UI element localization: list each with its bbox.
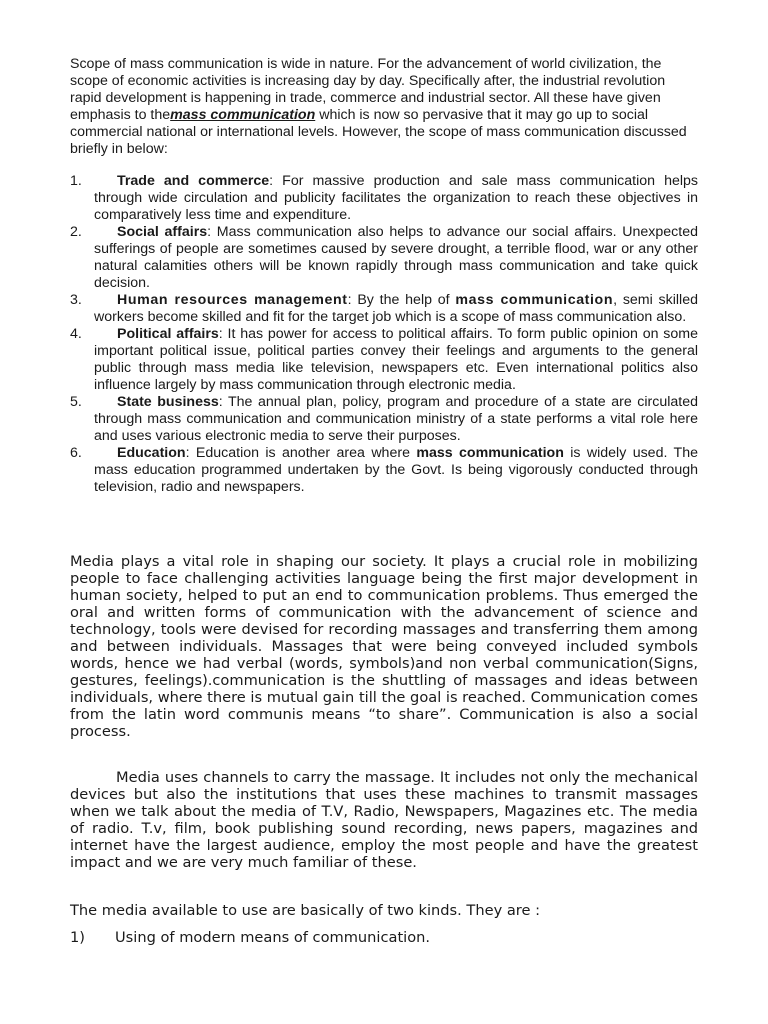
list-number: 6.: [70, 445, 82, 461]
kinds-list-number: 1): [70, 929, 85, 946]
media-paragraph: Media plays a vital role in shaping our society. It plays a crucial role in mobilizing people to face challenging activities language being the first major development in human society, helped to put an end to communication problems. Thus emerged the oral and written forms of communication with the advancement of science and technology, tools were devised for recording massages and transferring them among and between individuals. Massages that were being conveyed included symbols words, hence we had verbal (words, symbols)and non verbal communication(Signs, gestures, feelings).communication is the shuttling of massages and ideas between individuals, where there is mutual gain till the goal is reached. Communication comes from the latin word communis means “to share”. Communication is also a social process.: [70, 553, 698, 740]
list-item: [70, 224, 698, 292]
list-item: [70, 292, 698, 326]
list-text: : By the help of: [347, 292, 456, 308]
kinds-paragraph: The media available to use are basically of two kinds. They are :: [70, 902, 541, 919]
list-item: [70, 394, 698, 445]
list-number: 5.: [70, 394, 82, 410]
list-text-secondary: , semi skilled workers become skilled and fit for the target job which is a scope of mass communication also.: [94, 292, 698, 325]
list-term: Education: [117, 445, 186, 461]
intro-text-after: which is now so pervasive that it may go up to social commercial national or international levels. However, the scope of mass communication discussed briefly in below:: [70, 107, 687, 158]
list-term: Human resources management: [117, 292, 348, 308]
channels-paragraph: Media uses channels to carry the massage. It includes not only the mechanical devices but also the institutions that uses these machines to transmit massages when we talk about the media of T.V, Radio, Newspapers, Magazines etc. The media of radio. T.v, film, book publishing sound recording, news papers, magazines and internet have the largest audience, employ the most people and have the greatest impact and we are very much familiar of these.: [70, 769, 698, 871]
list-item: [70, 445, 698, 496]
list-text: : For massive production and sale mass communication helps through wide circulation and publicity facilitates the organization to reach these objectives in comparatively less time and expenditure.: [94, 173, 698, 223]
list-number: 4.: [70, 326, 82, 342]
list-term: Social affairs: [117, 224, 208, 240]
list-item: [70, 326, 698, 394]
list-term-secondary: mass communication: [416, 445, 564, 461]
intro-text-before: Scope of mass communication is wide in nature. For the advancement of world civilization, the scope of economic activities is increasing day by day. Specifically after, the industrial revolution rapid development is happening in trade, commerce and industrial sector. All these have given emphasis to the: [70, 56, 666, 124]
scope-list: [70, 173, 698, 496]
list-term: Trade and commerce: [117, 173, 270, 189]
list-text: : The annual plan, policy, program and procedure of a state are circulated through mass communication and communication ministry of a state performs a vital role here and uses various electronic media to serve their purposes.: [94, 394, 699, 444]
list-term: Political affairs: [117, 326, 219, 342]
list-term-secondary: mass communication: [455, 292, 614, 308]
list-text: : Education is another area where: [185, 445, 417, 461]
intro-paragraph: [70, 56, 698, 159]
intro-emphasis: mass communication: [170, 107, 316, 124]
list-term: State business: [117, 394, 219, 410]
list-number: 1.: [70, 173, 82, 189]
list-text: : It has power for access to political affairs. To form public opinion on some important political issue, political parties convey their feelings and arguments to the general public through mass media like television, newspapers etc. Even international politics also influence largely by mass communication through electronic media.: [94, 326, 698, 393]
list-item: [70, 173, 698, 224]
kinds-list-text: Using of modern means of communication.: [115, 929, 431, 946]
list-number: 3.: [70, 292, 82, 308]
list-number: 2.: [70, 224, 82, 240]
kinds-list-item: [70, 929, 698, 946]
list-text-secondary: is widely used. The mass education programmed undertaken by the Govt. Is being vigorously conducted through television, radio and newspapers.: [94, 445, 698, 495]
list-text: : Mass communication also helps to advance our social affairs. Unexpected sufferings of people are sometimes caused by severe drought, a terrible flood, war or any other natural calamities others will be known rapidly through mass communication and take quick decision.: [94, 224, 698, 291]
